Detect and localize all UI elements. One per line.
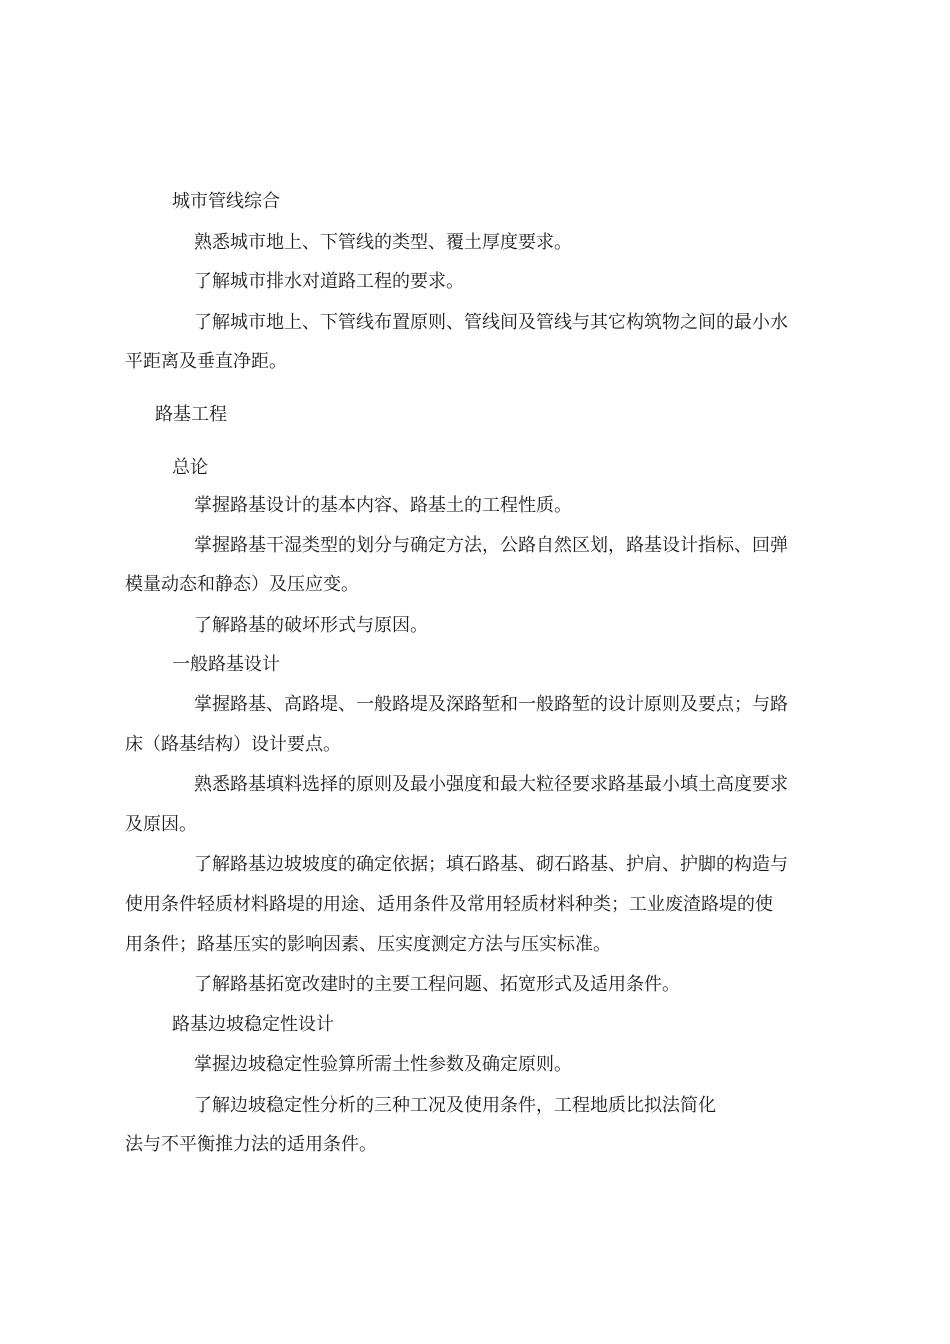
- paragraph-line: 用条件；路基压实的影响因素、压实度测定方法与压实标准。: [125, 934, 611, 955]
- paragraph-line: 了解边坡稳定性分析的三种工况及使用条件，工程地质比拟法简化: [194, 1095, 716, 1116]
- paragraph-line: 掌握路基干湿类型的划分与确定方法，公路自然区划，路基设计指标、回弹: [194, 535, 788, 556]
- section-heading-general-subgrade-design: 一般路基设计: [172, 654, 280, 675]
- paragraph-line: 模量动态和静态）及压应变。: [125, 574, 359, 595]
- paragraph-line: 掌握路基设计的基本内容、路基土的工程性质。: [194, 495, 572, 516]
- paragraph-line: 了解路基边坡坡度的确定依据；填石路基、砌石路基、护肩、护脚的构造与: [194, 854, 788, 875]
- paragraph-line: 熟悉路基填料选择的原则及最小强度和最大粒径要求路基最小填土高度要求: [194, 774, 788, 795]
- paragraph-line: 掌握路基、高路堤、一般路堤及深路堑和一般路堑的设计原则及要点；与路: [194, 694, 788, 715]
- paragraph-line: 了解路基的破坏形式与原因。: [194, 615, 428, 636]
- paragraph-line: 掌握边坡稳定性验算所需土性参数及确定原则。: [194, 1054, 572, 1075]
- paragraph-line: 及原因。: [125, 814, 197, 835]
- paragraph-line: 法与不平衡推力法的适用条件。: [125, 1134, 377, 1155]
- section-heading-general: 总论: [172, 457, 208, 478]
- chapter-heading-subgrade: 路基工程: [155, 404, 227, 425]
- paragraph-line: 了解城市地上、下管线布置原则、管线间及管线与其它构筑物之间的最小水: [194, 312, 788, 333]
- paragraph-line: 了解路基拓宽改建时的主要工程问题、拓宽形式及适用条件。: [194, 974, 680, 995]
- paragraph-line: 使用条件轻质材料路堤的用途、适用条件及常用轻质材料种类；工业废渣路堤的使: [125, 894, 773, 915]
- section-heading-slope-stability: 路基边坡稳定性设计: [172, 1014, 334, 1035]
- section-heading-pipeline: 城市管线综合: [172, 191, 280, 212]
- paragraph-line: 床（路基结构）设计要点。: [125, 734, 341, 755]
- paragraph-line: 了解城市排水对道路工程的要求。: [194, 271, 464, 292]
- paragraph-line: 平距离及垂直净距。: [125, 351, 287, 372]
- paragraph-line: 熟悉城市地上、下管线的类型、覆土厚度要求。: [194, 232, 572, 253]
